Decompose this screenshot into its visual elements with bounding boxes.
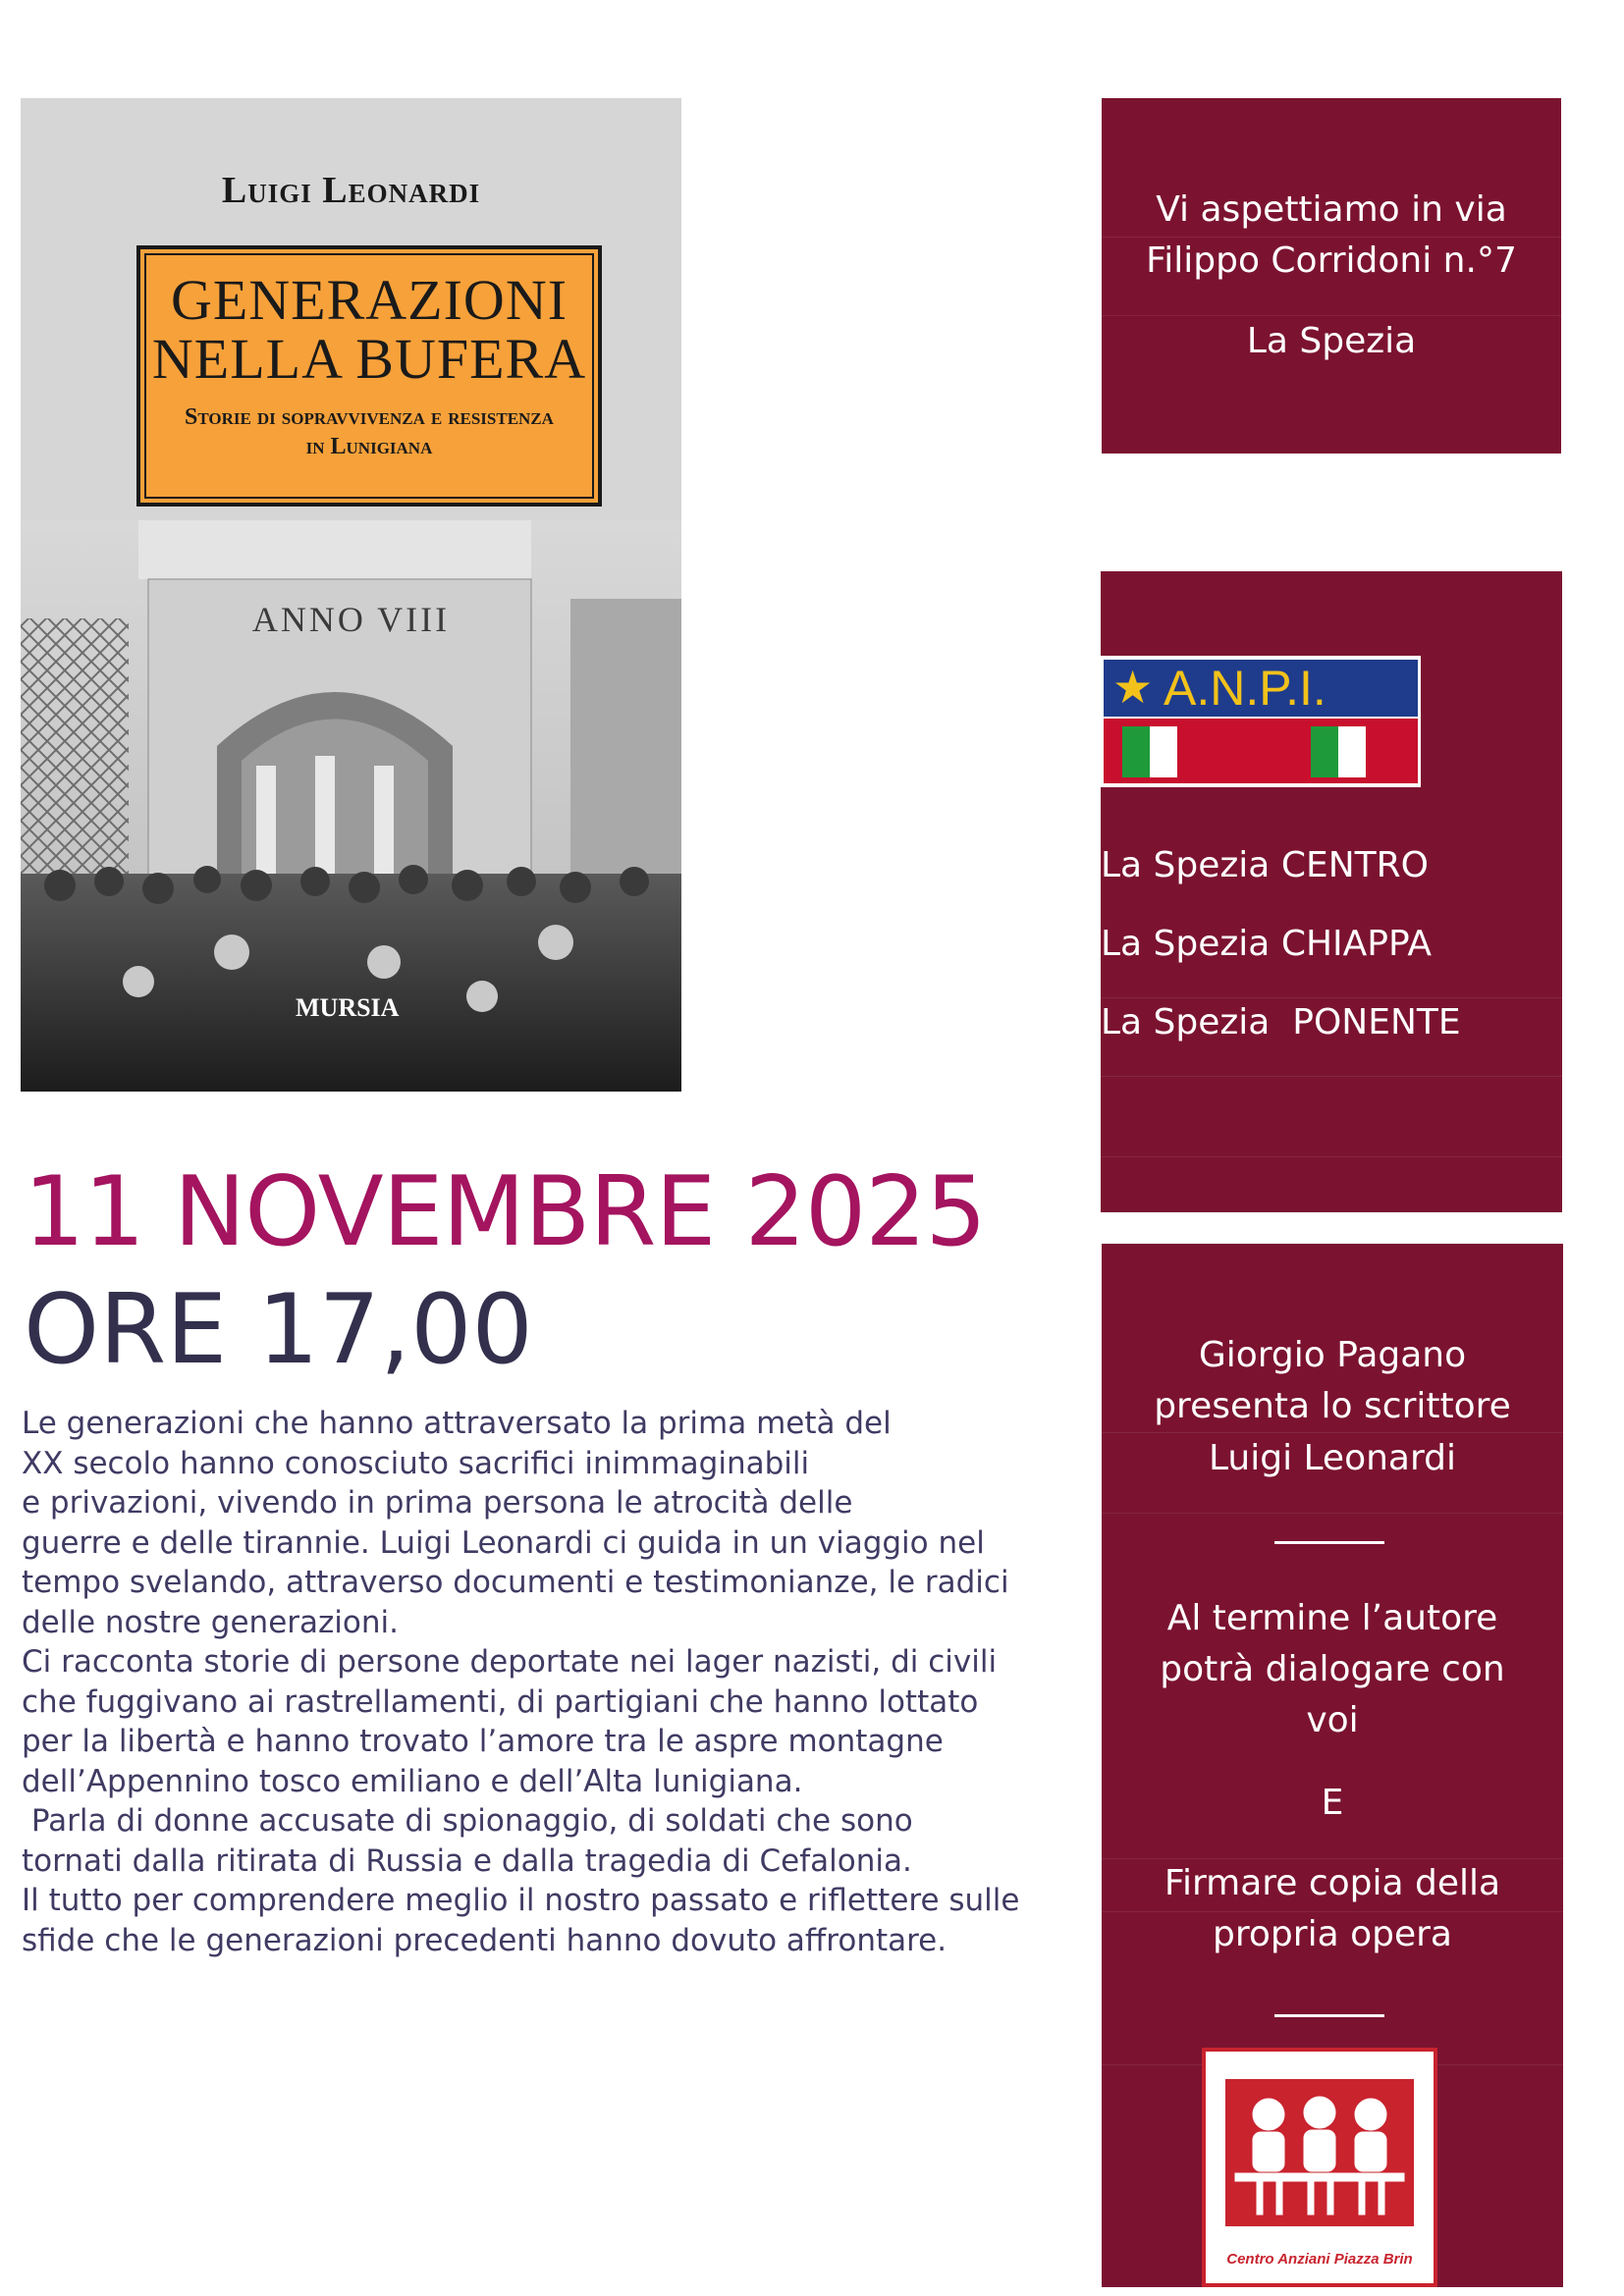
description-line: XX secolo hanno conosciuto sacrifici inimmaginabili	[22, 1445, 810, 1481]
cover-title-box	[136, 245, 602, 507]
conjunction: E	[1321, 1783, 1344, 1823]
anpi-section-ponente: La Spezia PONENTE	[1101, 1002, 1461, 1042]
presenter-author: Luigi Leonardi	[1208, 1438, 1457, 1478]
description-line: guerre e delle tirannie. Luigi Leonardi ci guida in un viaggio nel	[22, 1524, 985, 1561]
description-line: Parla di donne accusate di spionaggio, di soldati che sono	[22, 1803, 913, 1839]
address-line2: Filippo Corridoni n.°7	[1146, 240, 1517, 281]
address-city: La Spezia	[1246, 321, 1417, 361]
anpi-logo-text: A.N.P.I.	[1164, 661, 1326, 716]
address-line1: Vi aspettiamo in via	[1156, 189, 1507, 230]
cover-subtitle-line2: in Lunigiana	[305, 434, 433, 459]
event-time: ORE 17,00	[24, 1274, 533, 1386]
description-line: delle nostre generazioni.	[22, 1604, 399, 1640]
description-line: Il tutto per comprendere meglio il nostro passato e riflettere sulle	[22, 1883, 1020, 1918]
cover-publisher: MURSIA	[296, 993, 400, 1022]
sign-line1: Firmare copia della	[1164, 1863, 1501, 1903]
anpi-logo	[1101, 656, 1421, 787]
sign-line2: propria opera	[1213, 1914, 1452, 1954]
event-description	[22, 1404, 1062, 1960]
anpi-section-centro: La Spezia CENTRO	[1101, 845, 1429, 885]
centro-anziani-caption: Centro Anziani Piazza Brin	[1226, 2251, 1413, 2268]
presenter-role: presenta lo scrittore	[1154, 1386, 1511, 1426]
description-line: per la libertà e hanno trovato l’amore tra le aspre montagne	[22, 1724, 944, 1759]
description-line: e privazioni, vivendo in prima persona le atrocità delle	[22, 1485, 853, 1521]
star-icon: ★	[1112, 661, 1154, 714]
after-line3: voi	[1306, 1700, 1359, 1740]
cover-title-line2: NELLA BUFERA	[151, 327, 587, 391]
presenter-name: Giorgio Pagano	[1198, 1335, 1467, 1375]
cover-subtitle-line1: Storie di sopravvivenza e resistenza	[185, 404, 554, 430]
cover-author: Luigi Leonardi	[221, 170, 481, 211]
description-line: dell’Appennino tosco emiliano e dell’Alta lunigiana.	[22, 1763, 803, 1799]
cover-photo-inscription: ANNO VIII	[251, 600, 451, 639]
description-line: Le generazioni che hanno attraversato la prima metà del	[22, 1406, 892, 1441]
description-line: sfide che le generazioni precedenti hanno dovuto affrontare.	[22, 1922, 947, 1958]
anpi-section-chiappa: La Spezia CHIAPPA	[1101, 924, 1433, 964]
address-panel	[1102, 98, 1561, 454]
event-date: 11 NOVEMBRE 2025	[24, 1156, 986, 1268]
description-line: tempo svelando, attraverso documenti e testimonianze, le radici	[22, 1565, 1009, 1600]
anpi-panel	[1101, 571, 1562, 1212]
book-cover	[21, 98, 681, 1092]
after-line2: potrà dialogare con	[1160, 1649, 1505, 1689]
centro-anziani-logo	[1202, 2048, 1437, 2287]
cover-title-line1: GENERAZIONI	[170, 268, 568, 332]
elderly-people-icon	[1206, 2065, 1434, 2232]
description-line: che fuggivano ai rastrellamenti, di partigiani che hanno lottato	[22, 1683, 979, 1720]
divider	[1274, 1541, 1384, 1544]
after-line1: Al termine l’autore	[1166, 1598, 1498, 1638]
divider	[1274, 2014, 1384, 2017]
description-line: tornati dalla ritirata di Russia e dalla tragedia di Cefalonia.	[22, 1842, 912, 1879]
description-line: Ci racconta storie di persone deportate nei lager nazisti, di civili	[22, 1644, 998, 1680]
